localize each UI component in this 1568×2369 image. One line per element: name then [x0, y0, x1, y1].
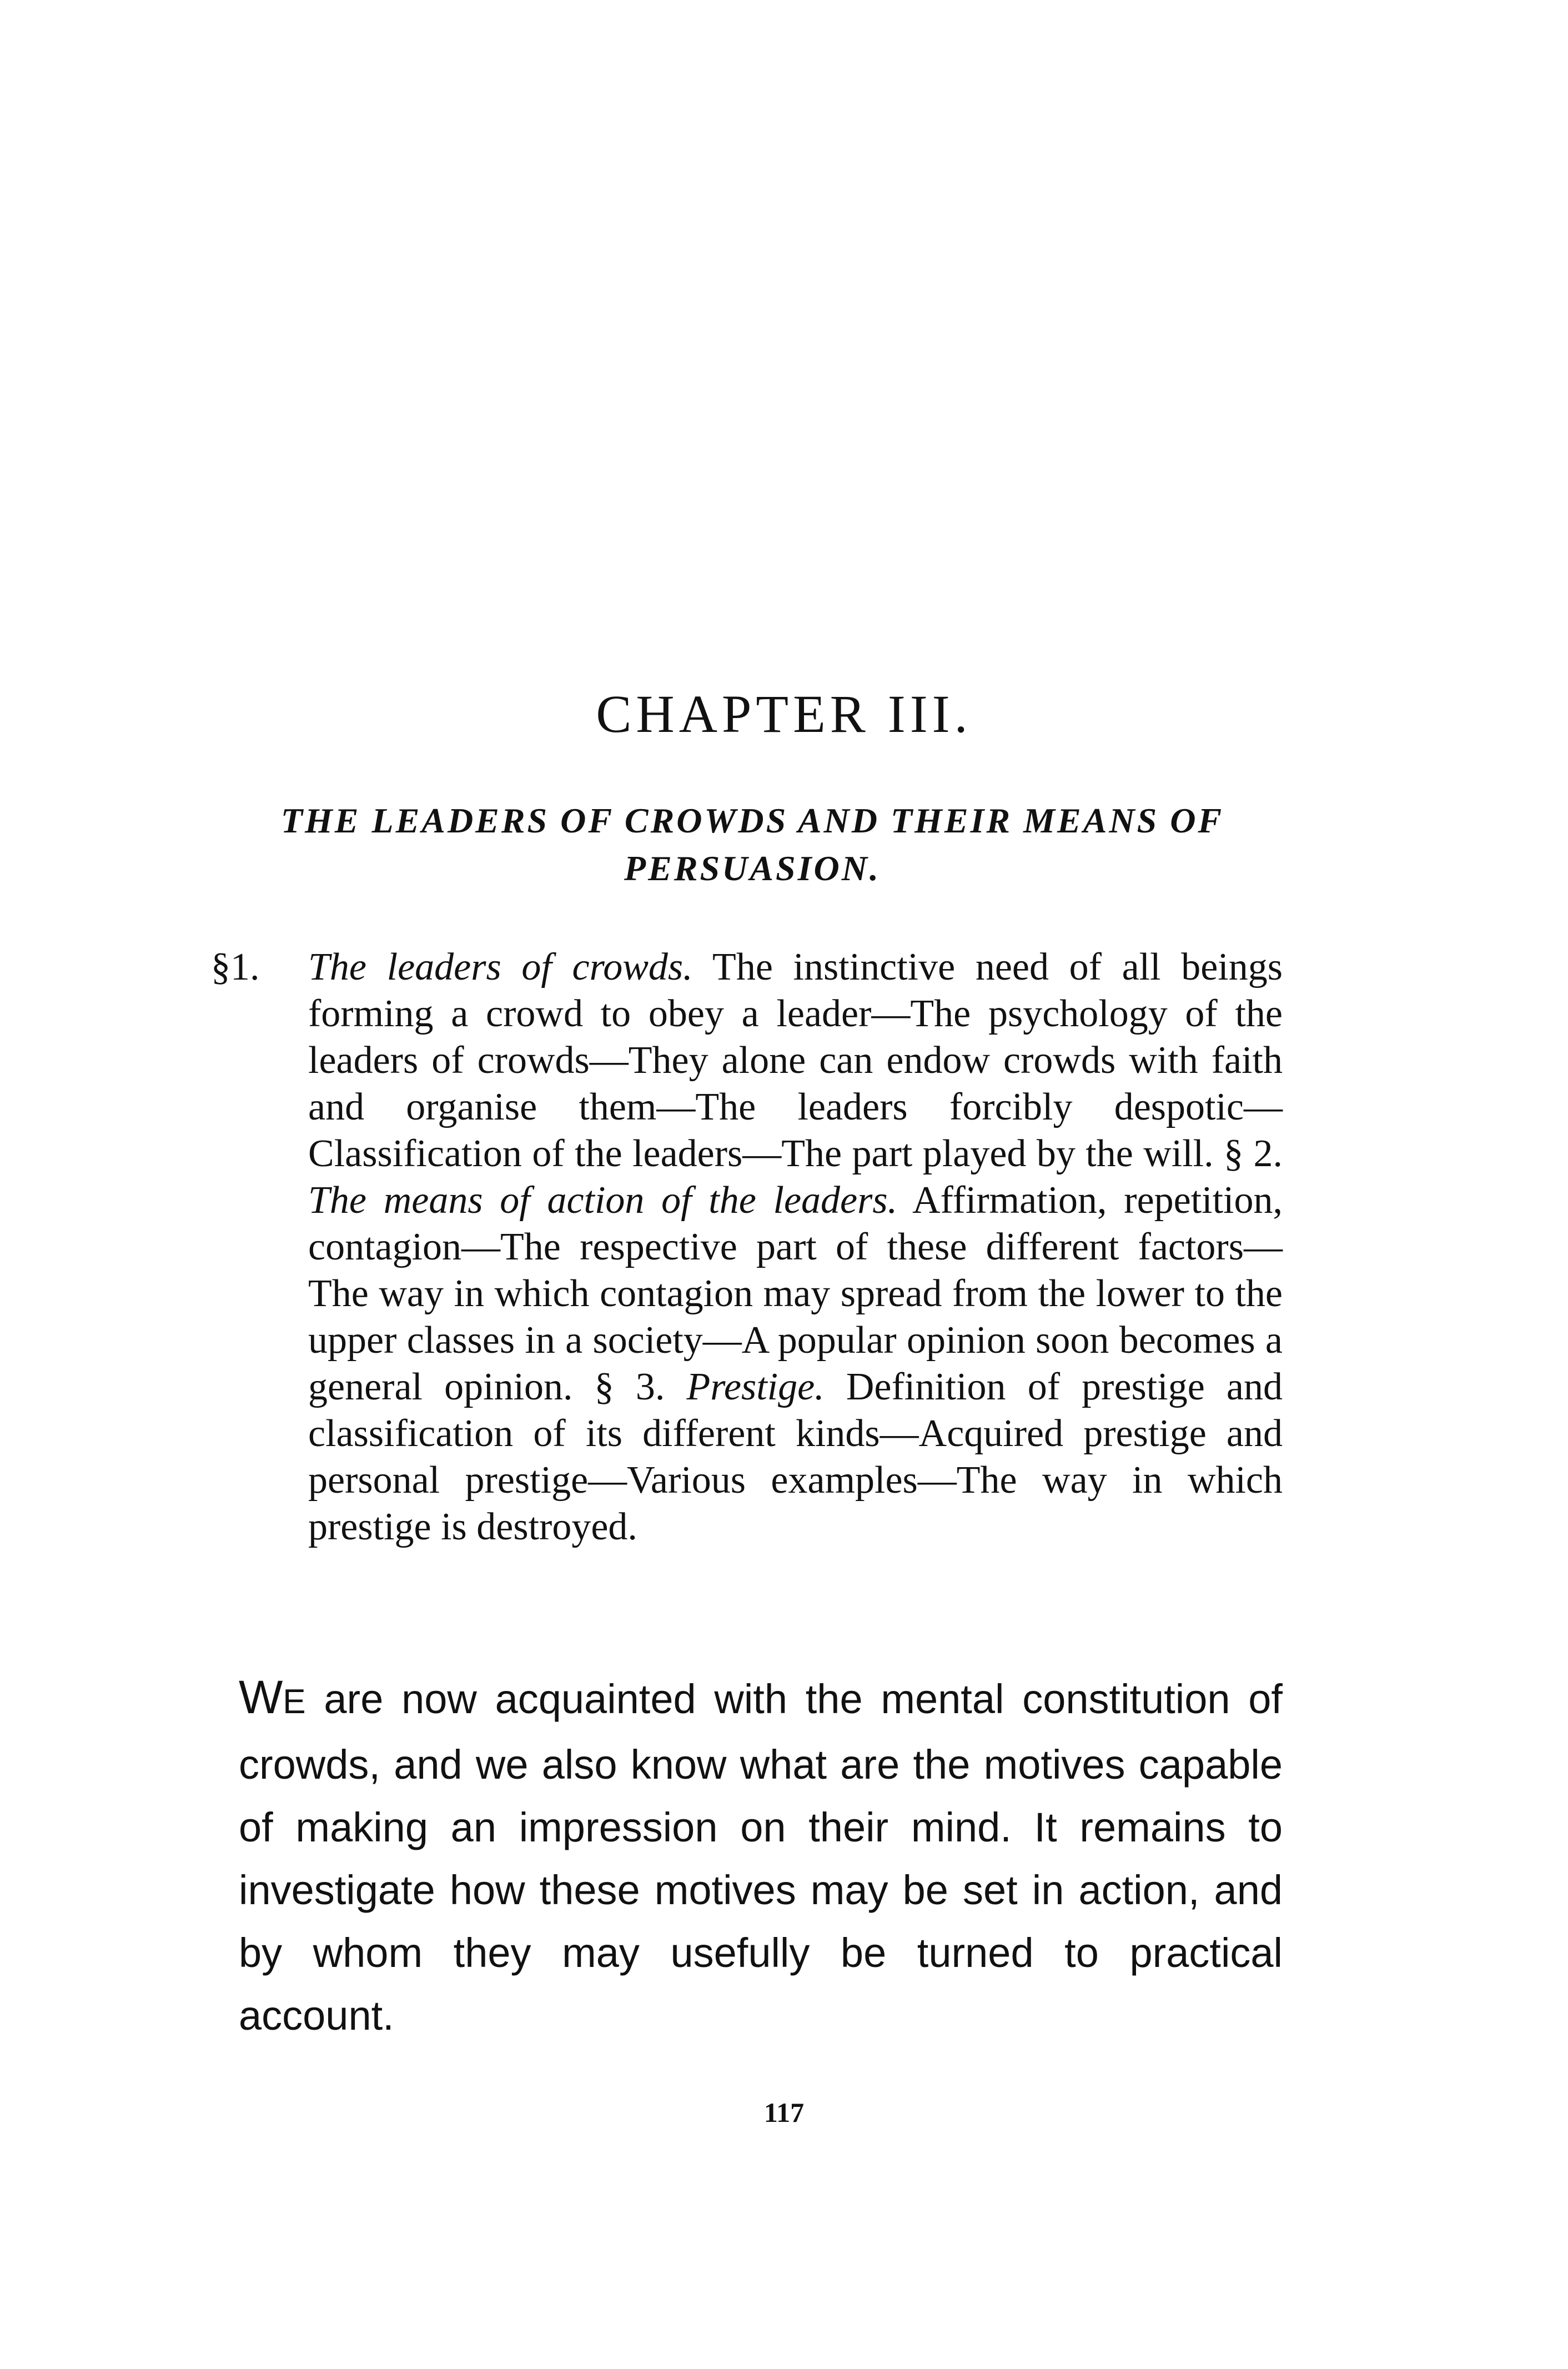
section-2-text: Affirmation, repetition, contagion—The respective part of these different factors—The way in which contagion may spread from the lower to the upper classes in a society—A popular opinion soon becomes a general opinion.: [308, 1179, 1283, 1408]
opening-paragraph: [239, 1666, 1283, 2047]
chapter-synopsis: [211, 944, 1283, 1550]
section-2-title: The means of action of the leaders.: [308, 1179, 898, 1222]
chapter-heading: CHAPTER III.: [596, 684, 972, 744]
page-number: 117: [763, 2097, 805, 2128]
small-caps: E: [283, 1683, 306, 1721]
synopsis-body: [308, 944, 1283, 1550]
section-1-text: The instinctive need of all beings forming a crowd to obey a leader—The psychology of the leaders of crowds—They alone can endow crowds with faith and organise them—The leaders forcibly despotic—Classification of the leaders—The part played by the will.: [308, 946, 1283, 1175]
section-1-title: The leaders of crowds.: [308, 946, 693, 988]
drop-initial: W: [239, 1671, 283, 1723]
section-1-mark: §1.: [211, 946, 260, 988]
section-3-mark: § 3.: [594, 1366, 665, 1408]
section-2-mark: § 2.: [1224, 1132, 1283, 1175]
section-3-title: Prestige.: [686, 1366, 825, 1408]
section-3-text: Definition of prestige and classification of its different kinds—Acquired prestige and personal prestige—Various examples—The way in which prestige is destroyed.: [308, 1366, 1283, 1548]
chapter-title: THE LEADERS OF CROWDS AND THEIR MEANS OF PERSUASION.: [280, 801, 1224, 888]
opening-text: are now acquainted with the mental constitution of crowds, and we also know what are the motives capable of making an impression on their mind. It remains to investigate how these motives may be set in action, and by whom they may usefully be turned to practical account.: [239, 1676, 1283, 2039]
